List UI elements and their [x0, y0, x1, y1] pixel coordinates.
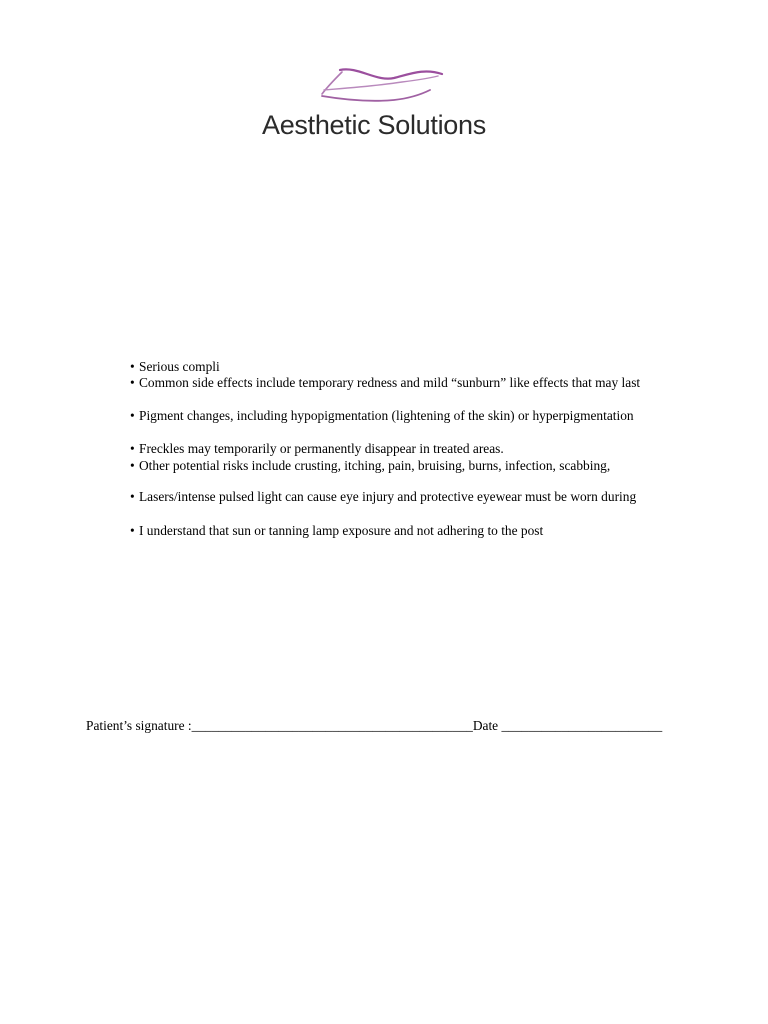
- bullet-marker: •: [130, 408, 135, 423]
- list-item-text: Pigment changes, including hypopigmentation (lightening of the skin) or hyperpigmentation: [139, 408, 634, 423]
- list-item-text: Serious compli: [139, 359, 220, 374]
- bullet-marker: •: [130, 523, 135, 538]
- list-item-text: Common side effects include temporary redness and mild “sunburn” like effects that may last: [139, 375, 641, 390]
- list-item-text: Lasers/intense pulsed light can cause eye injury and protective eyewear must be worn during: [139, 489, 637, 504]
- list-item: [130, 375, 640, 391]
- list-item-text: I understand that sun or tanning lamp exposure and not adhering to the post: [139, 523, 544, 538]
- bullet-marker: •: [130, 458, 135, 473]
- list-item: [130, 523, 543, 539]
- list-item: [130, 458, 610, 474]
- swoosh-logo-icon: [318, 64, 448, 108]
- list-item-text: Other potential risks include crusting, itching, pain, bruising, burns, infection, scabbing,: [139, 458, 611, 473]
- list-item-text: Freckles may temporarily or permanently disappear in treated areas.: [139, 441, 504, 456]
- bullet-marker: •: [130, 441, 135, 456]
- signature-field: __________________________________________: [191, 718, 473, 733]
- list-item: [130, 408, 634, 424]
- date-label: Date: [472, 718, 499, 733]
- brand-logo: [262, 64, 506, 144]
- bullet-marker: •: [130, 375, 135, 390]
- bullet-marker: •: [130, 489, 135, 504]
- list-item: [130, 359, 220, 375]
- list-item: [130, 441, 504, 457]
- signature-label: Patient’s signature :: [86, 718, 192, 733]
- brand-name: Aesthetic Solutions: [262, 110, 486, 140]
- bullet-marker: •: [130, 359, 135, 374]
- date-field: ________________________: [501, 718, 663, 733]
- list-item: [130, 489, 636, 505]
- signature-row: [86, 718, 662, 734]
